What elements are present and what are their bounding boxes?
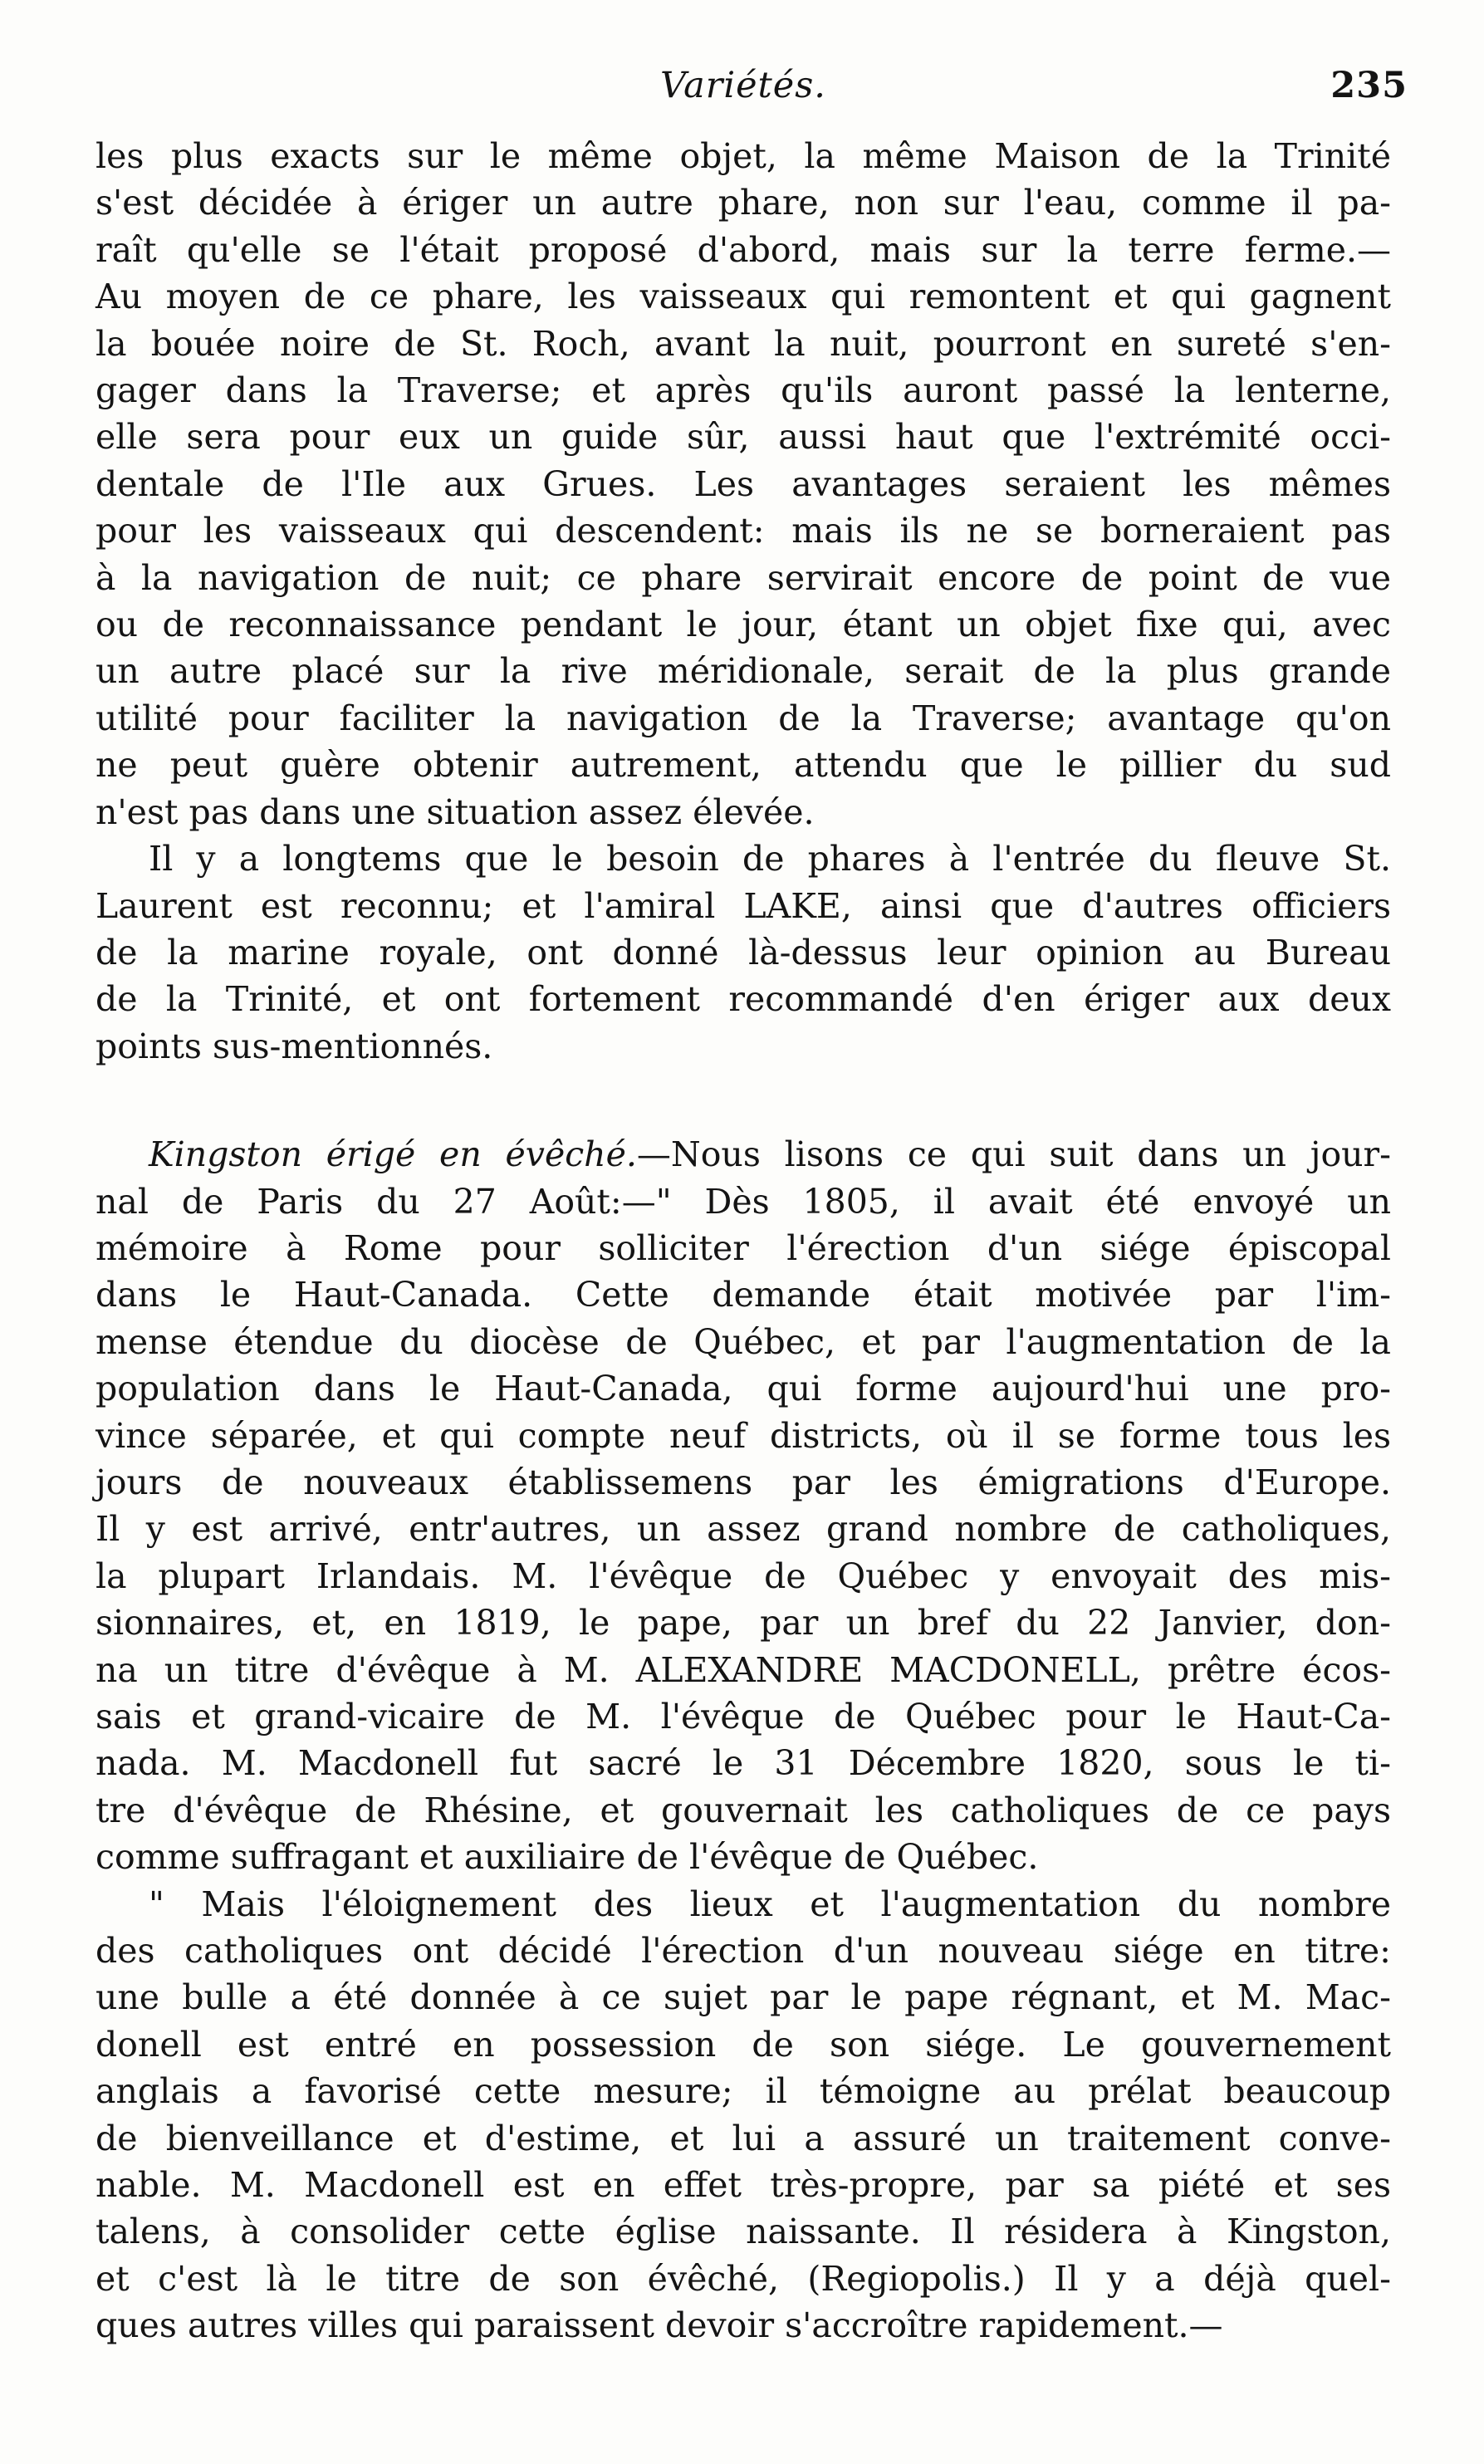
text-line: une bulle a été donnée à ce sujet par le pape régnant, et M. Mac- [96, 1977, 1391, 2018]
text-line: de bienveillance et d'estime, et lui a assuré un traitement conve- [96, 2118, 1391, 2158]
text-line: dans le Haut-Canada. Cette demande était motivée par l'im- [96, 1275, 1391, 1315]
text-line: nal de Paris du 27 Août:—" Dès 1805, il avait été envoyé un [96, 1181, 1391, 1222]
text-line: n'est pas dans une situation assez élevée. [96, 791, 815, 832]
text-line [96, 1131, 1391, 1178]
section-gap [96, 1070, 1391, 1131]
text-line: nada. M. Macdonell fut sacré le 31 Décembre 1820, sous le ti- [96, 1743, 1391, 1784]
text-line: les plus exacts sur le même objet, la même Maison de la Trinité [96, 136, 1391, 176]
text-line: la plupart Irlandais. M. l'évêque de Québec y envoyait des mis- [96, 1555, 1391, 1596]
text-line: Il y est arrivé, entr'autres, un assez grand nombre de catholiques, [96, 1509, 1391, 1550]
text-line: pour les vaisseaux qui descendent: mais ils ne se borneraient pas [96, 511, 1391, 551]
text-line: ques autres villes qui paraissent devoir s'accroître rapidement.— [96, 2305, 1223, 2346]
text-line: anglais a favorisé cette mesure; il témoigne au prélat beaucoup [96, 2071, 1391, 2112]
text-line: de la Trinité, et ont fortement recommandé d'en ériger aux deux [96, 979, 1391, 1020]
page-number: 235 [1330, 65, 1408, 106]
text-line: " Mais l'éloignement des lieux et l'augmentation du nombre [149, 1884, 1391, 1924]
text-line: na un titre d'évêque à M. ALEXANDRE MACDONELL, prêtre écos- [96, 1649, 1391, 1690]
text-line: utilité pour faciliter la navigation de la Traverse; avantage qu'on [96, 698, 1391, 738]
text-line: sionnaires, et, en 1819, le pape, par un bref du 22 Janvier, don- [96, 1603, 1391, 1643]
paragraph-kingston-bishopric [96, 1131, 1391, 1881]
section-heading: Kingston érigé en évêché. [149, 1134, 637, 1175]
text-line: ne peut guère obtenir autrement, attendu que le pillier du sud [96, 745, 1391, 786]
text-line: donell est entré en possession de son siége. Le gouvernement [96, 2024, 1391, 2065]
text-line: Il y a longtems que le besoin de phares à l'entrée du fleuve St. [149, 839, 1391, 879]
text-line: jours de nouveaux établissemens par les émigrations d'Europe. [96, 1462, 1391, 1502]
page-header [96, 58, 1408, 133]
text-line: nable. M. Macdonell est en effet très-propre, par sa piété et ses [96, 2165, 1391, 2206]
text-line: vince séparée, et qui compte neuf districts, où il se forme tous les [96, 1415, 1391, 1456]
text-line: Au moyen de ce phare, les vaisseaux qui remontent et qui gagnent [96, 277, 1391, 317]
text-line: raît qu'elle se l'était proposé d'abord, mais sur la terre ferme.— [96, 229, 1391, 270]
text-line: de la marine royale, ont donné là-dessus leur opinion au Bureau [96, 932, 1391, 972]
paragraph-new-see [96, 1881, 1391, 2349]
text-line: mémoire à Rome pour solliciter l'érection d'un siége épiscopal [96, 1227, 1391, 1268]
text-line: sais et grand-vicaire de M. l'évêque de Québec pour le Haut-Ca- [96, 1697, 1391, 1737]
paragraph-lighthouse-need [96, 835, 1391, 1070]
text-line: comme suffragant et auxiliaire de l'évêque de Québec. [96, 1837, 1039, 1878]
text-line: gager dans la Traverse; et après qu'ils auront passé la lenterne, [96, 370, 1391, 411]
text-line: à la navigation de nuit; ce phare servirait encore de point de vue [96, 557, 1391, 598]
book-page [96, 58, 1408, 2349]
text-line: mense étendue du diocèse de Québec, et par l'augmentation de la [96, 1321, 1391, 1362]
text-line: des catholiques ont décidé l'érection d'un nouveau siége en titre: [96, 1931, 1391, 1972]
running-title: Variétés. [660, 65, 826, 106]
text-line: et c'est là le titre de son évêché, (Regiopolis.) Il y a déjà quel- [96, 2258, 1391, 2299]
text-line: s'est décidée à ériger un autre phare, non sur l'eau, comme il pa- [96, 183, 1391, 223]
text-line: la bouée noire de St. Roch, avant la nuit, pourront en sureté s'en- [96, 323, 1391, 364]
text-line: ou de reconnaissance pendant le jour, étant un objet fixe qui, avec [96, 605, 1391, 645]
text-fragment: —Nous lisons ce qui suit dans un jour- [636, 1134, 1392, 1175]
text-line: talens, à consolider cette église naissante. Il résidera à Kingston, [96, 2212, 1391, 2252]
text-line: dentale de l'Ile aux Grues. Les avantages seraient les mêmes [96, 463, 1391, 504]
text-line: elle sera pour eux un guide sûr, aussi haut que l'extrémité occi- [96, 417, 1391, 458]
text-line: points sus-mentionnés. [96, 1026, 493, 1066]
text-line: population dans le Haut-Canada, qui forme aujourd'hui une pro- [96, 1369, 1391, 1409]
paragraph-trinity-lighthouse [96, 133, 1391, 835]
text-line: Laurent est reconnu; et l'amiral LAKE, ainsi que d'autres officiers [96, 885, 1391, 926]
text-line: tre d'évêque de Rhésine, et gouvernait les catholiques de ce pays [96, 1790, 1391, 1830]
text-line: un autre placé sur la rive méridionale, serait de la plus grande [96, 651, 1391, 692]
